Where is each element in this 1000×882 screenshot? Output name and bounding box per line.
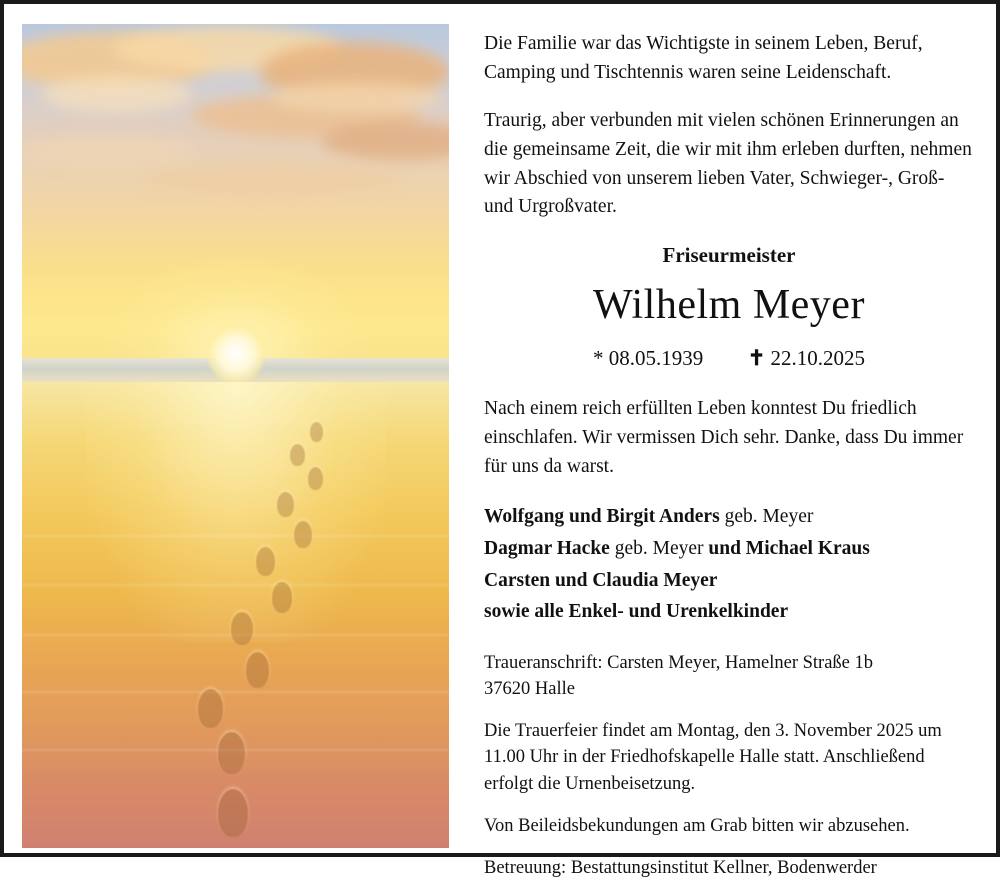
mourning-address — [484, 650, 974, 703]
memorial-paragraph: Nach einem reich erfüllten Leben konntest Du friedlich einschlafen. Wir vermissen Dich sehr. Danke, dass Du immer für uns da warst. — [484, 398, 964, 477]
family-regular: geb. Meyer — [609, 537, 709, 559]
funeral-home-paragraph: Betreuung: Bestattungsinstitut Kellner, Bodenwerder — [484, 858, 877, 879]
family-line — [484, 565, 974, 597]
footprint — [277, 492, 294, 517]
footprint — [272, 582, 292, 613]
condolences-paragraph: Von Beileidsbekundungen am Grab bitten wir abzusehen. — [484, 816, 910, 836]
footprint — [310, 422, 323, 442]
sand-ripple — [22, 584, 449, 586]
family-line — [484, 501, 974, 533]
ceremony-paragraph: Die Trauerfeier findet am Montag, den 3. November 2025 um 11.00 Uhr in der Friedhofskapelle Halle statt. Anschließend erfolgt die Urnenbeisetzung. — [484, 721, 942, 794]
family-regular: geb. Meyer — [719, 506, 814, 528]
footprint — [218, 732, 245, 774]
mourning-address-line1: Traueranschrift: Carsten Meyer, Hamelner Straße 1b — [484, 652, 874, 673]
sand-ripple — [22, 691, 449, 693]
sand-ripple — [22, 535, 449, 537]
mourning-address-line2: 37620 Halle — [484, 678, 575, 699]
family-line — [484, 533, 974, 565]
footprint — [256, 547, 275, 576]
text-column — [452, 18, 980, 879]
intro-paragraph: Die Familie war das Wichtigste in seinem Leben, Beruf, Camping und Tischtennis waren seine Leidenschaft. — [484, 33, 923, 83]
family-bold-1: Carsten und Claudia Meyer — [484, 569, 718, 591]
sun-icon — [207, 325, 265, 383]
birth-date: 08.05.1939 — [608, 345, 704, 370]
sunset-beach-photo — [22, 24, 449, 848]
farewell-paragraph: Traurig, aber verbunden mit vielen schönen Erinnerungen an die gemeinsame Zeit, die wir mit ihm erleben durften, nehmen wir Abschied von unserem lieben Vater, Schwieger-, Groß- und Urgroßvater. — [484, 110, 972, 218]
family-bold-1: sowie alle Enkel- und Urenkelkinder — [484, 601, 789, 623]
life-dates — [484, 343, 974, 374]
cloud-shape — [142, 164, 402, 198]
cloud-shape — [22, 136, 192, 166]
footprint — [231, 612, 253, 645]
birth-symbol: * — [592, 345, 604, 370]
footprint — [290, 444, 305, 466]
family-bold-1: Dagmar Hacke — [484, 537, 610, 559]
footprint — [198, 689, 223, 728]
sand-reflection — [86, 382, 386, 642]
footprint — [294, 521, 312, 548]
footprint — [308, 467, 323, 490]
family-bold-2: und Michael Kraus — [708, 537, 870, 559]
family-list — [484, 501, 974, 627]
footprint — [218, 789, 248, 837]
deceased-name: Wilhelm Meyer — [593, 281, 865, 328]
footprint — [246, 652, 269, 688]
death-symbol-icon: ✝ — [747, 345, 766, 370]
death-date: 22.10.2025 — [770, 345, 866, 370]
cloud-shape — [42, 76, 192, 112]
profession-title: Friseurmeister — [662, 242, 796, 267]
family-bold-1: Wolfgang und Birgit Anders — [484, 506, 720, 528]
image-column — [22, 18, 452, 843]
cloud-shape — [272, 82, 442, 112]
family-line — [484, 596, 974, 628]
